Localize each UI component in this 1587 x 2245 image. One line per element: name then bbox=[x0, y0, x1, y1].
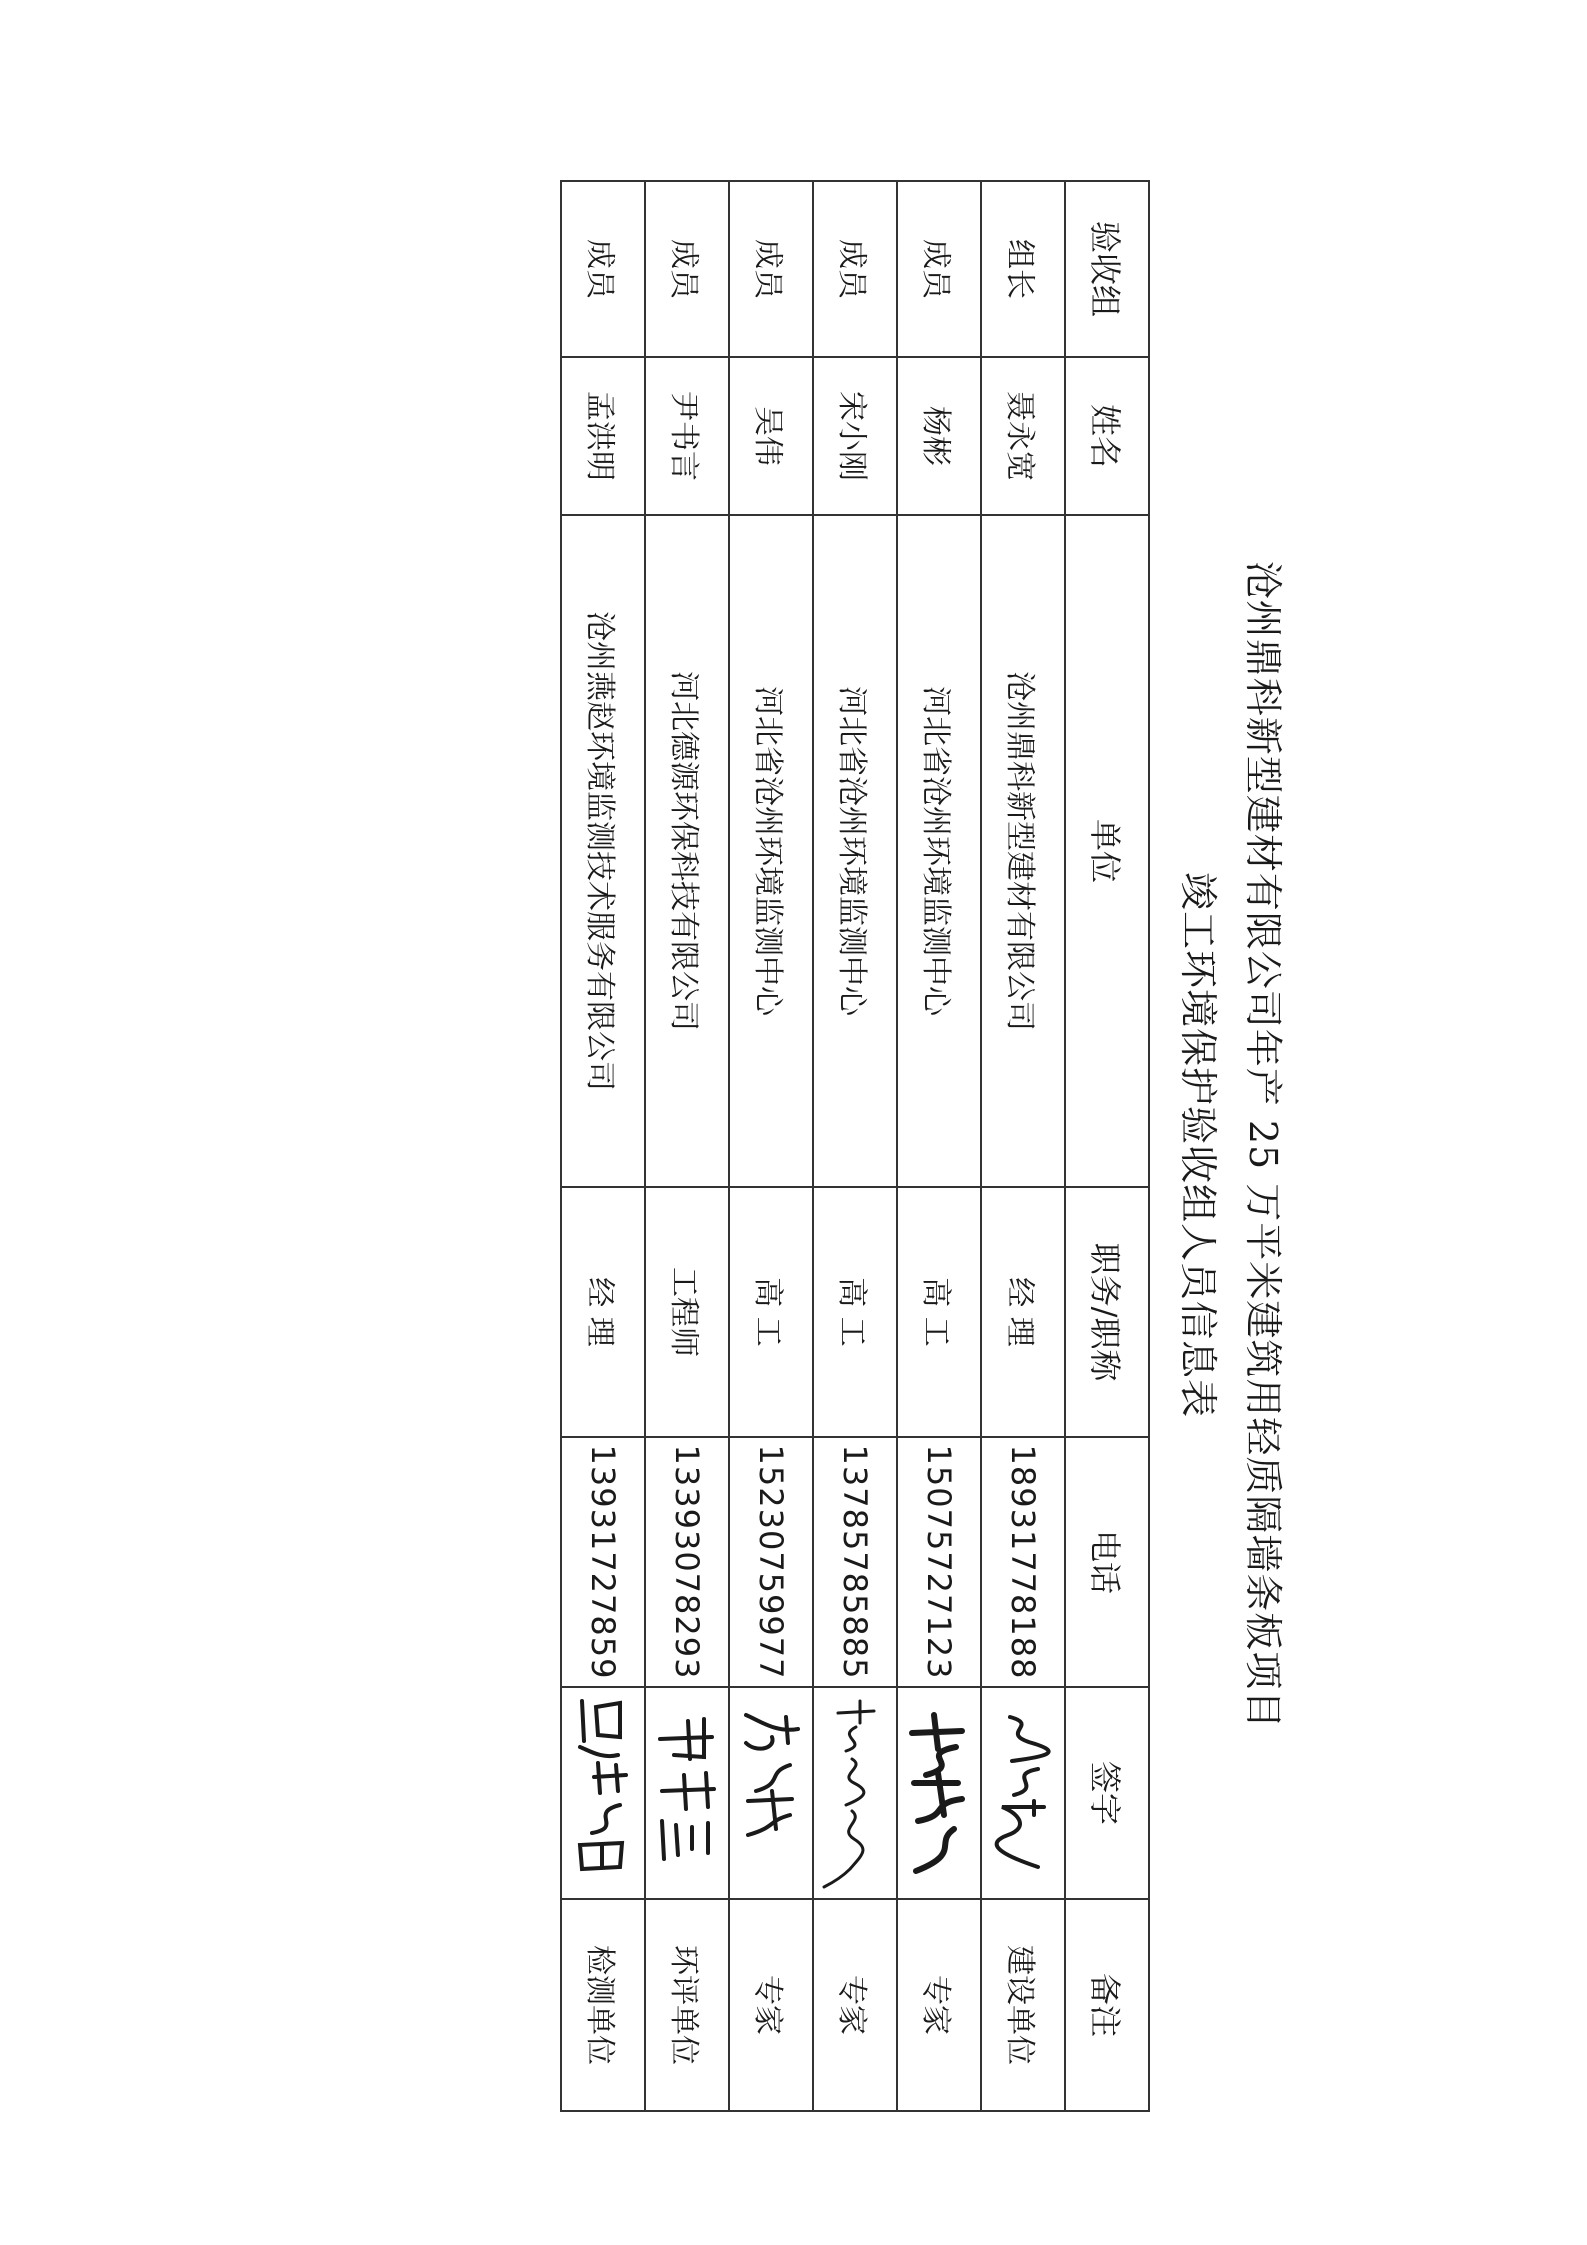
cell-group: 成员 bbox=[897, 181, 981, 357]
table-row bbox=[729, 181, 813, 2111]
table-row bbox=[897, 181, 981, 2111]
header-name: 姓名 bbox=[1065, 357, 1149, 515]
cell-group: 成员 bbox=[813, 181, 897, 357]
handwritten-signature bbox=[988, 1703, 1058, 1883]
table-header-row bbox=[1065, 181, 1149, 2111]
cell-phone: 18931778188 bbox=[981, 1437, 1065, 1687]
cell-phone: 13931727859 bbox=[561, 1437, 645, 1687]
cell-name: 聂永宽 bbox=[981, 357, 1065, 515]
cell-phone: 13393078293 bbox=[645, 1437, 729, 1687]
cell-unit: 沧州鼎科新型建材有限公司 bbox=[981, 515, 1065, 1187]
cell-note: 专家 bbox=[897, 1899, 981, 2111]
cell-title: 经 理 bbox=[561, 1187, 645, 1437]
cell-signature bbox=[729, 1687, 813, 1899]
cell-title: 高 工 bbox=[729, 1187, 813, 1437]
table-row bbox=[561, 181, 645, 2111]
table-row bbox=[645, 181, 729, 2111]
handwritten-signature bbox=[652, 1703, 722, 1883]
header-title: 职务/职称 bbox=[1065, 1187, 1149, 1437]
header-group: 验收组 bbox=[1065, 181, 1149, 357]
document-title: 沧州鼎科新型建材有限公司年产 25 万平米建筑用轻质隔墙条板项目 bbox=[1241, 560, 1285, 1730]
cell-signature bbox=[813, 1687, 897, 1899]
cell-group: 组长 bbox=[981, 181, 1065, 357]
cell-title: 经 理 bbox=[981, 1187, 1065, 1437]
header-unit: 单位 bbox=[1065, 515, 1149, 1187]
header-phone: 电话 bbox=[1065, 1437, 1149, 1687]
cell-note: 专家 bbox=[729, 1899, 813, 2111]
header-signature: 签字 bbox=[1065, 1687, 1149, 1899]
handwritten-signature bbox=[736, 1703, 806, 1883]
rotated-document bbox=[556, 180, 1296, 2110]
table-row bbox=[813, 181, 897, 2111]
cell-phone: 15230759977 bbox=[729, 1437, 813, 1687]
cell-name: 杨彬 bbox=[897, 357, 981, 515]
cell-note: 环评单位 bbox=[645, 1899, 729, 2111]
cell-phone: 13785785885 bbox=[813, 1437, 897, 1687]
cell-group: 成员 bbox=[561, 181, 645, 357]
cell-unit: 沧州燕赵环境监测技术服务有限公司 bbox=[561, 515, 645, 1187]
cell-unit: 河北德源环保科技有限公司 bbox=[645, 515, 729, 1187]
cell-unit: 河北省沧州环境监测中心 bbox=[813, 515, 897, 1187]
cell-signature bbox=[645, 1687, 729, 1899]
header-note: 备注 bbox=[1065, 1899, 1149, 2111]
cell-title: 高 工 bbox=[813, 1187, 897, 1437]
cell-name: 尹书言 bbox=[645, 357, 729, 515]
cell-phone: 15075727123 bbox=[897, 1437, 981, 1687]
cell-unit: 河北省沧州环境监测中心 bbox=[729, 515, 813, 1187]
handwritten-signature bbox=[568, 1693, 638, 1893]
table-row bbox=[981, 181, 1065, 2111]
cell-name: 宋小刚 bbox=[813, 357, 897, 515]
handwritten-signature bbox=[904, 1703, 974, 1883]
cell-group: 成员 bbox=[645, 181, 729, 357]
handwritten-signature bbox=[820, 1693, 890, 1893]
cell-group: 成员 bbox=[729, 181, 813, 357]
cell-note: 检测单位 bbox=[561, 1899, 645, 2111]
cell-signature bbox=[897, 1687, 981, 1899]
acceptance-team-table bbox=[560, 180, 1150, 2112]
document-subtitle: 竣工环境保护验收组人员信息表 bbox=[1176, 871, 1220, 1418]
cell-note: 专家 bbox=[813, 1899, 897, 2111]
cell-unit: 河北省沧州环境监测中心 bbox=[897, 515, 981, 1187]
cell-signature bbox=[981, 1687, 1065, 1899]
cell-title: 高 工 bbox=[897, 1187, 981, 1437]
cell-name: 吴伟 bbox=[729, 357, 813, 515]
cell-title: 工程师 bbox=[645, 1187, 729, 1437]
cell-name: 孟洪明 bbox=[561, 357, 645, 515]
cell-signature bbox=[561, 1687, 645, 1899]
cell-note: 建设单位 bbox=[981, 1899, 1065, 2111]
